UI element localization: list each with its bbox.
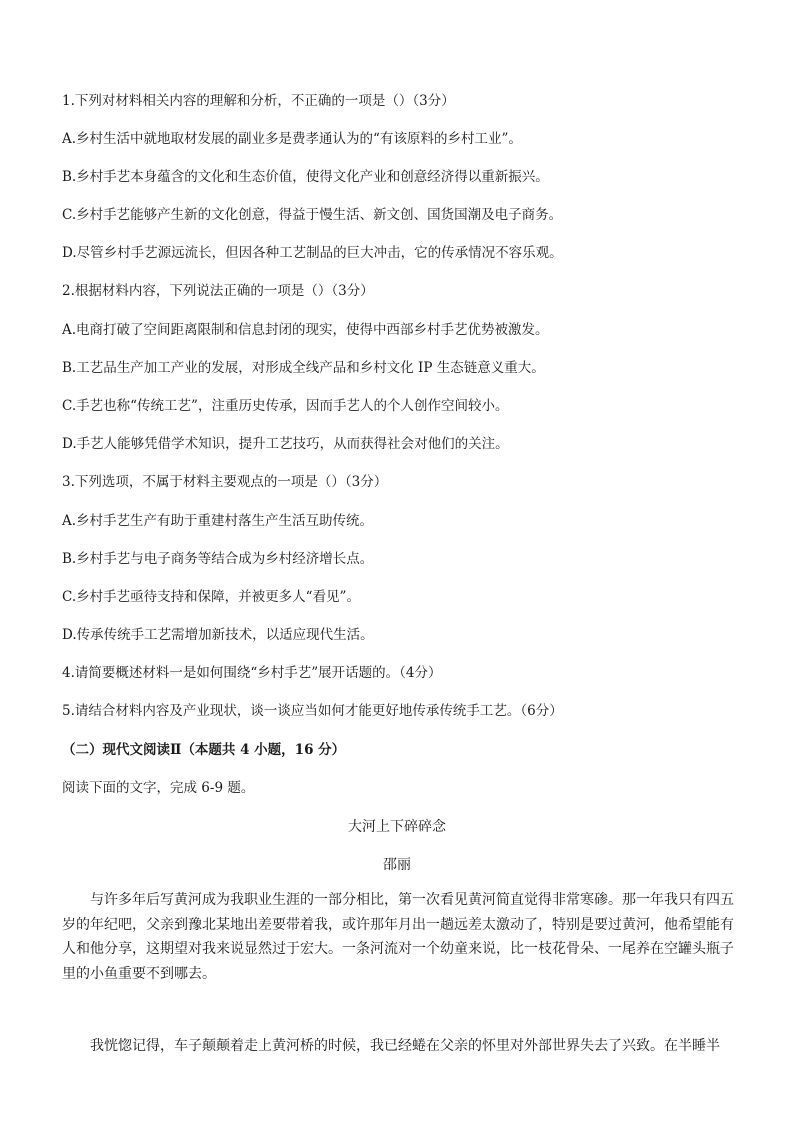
section-instruction: 阅读下面的文字，完成 6-9 题。: [62, 780, 255, 796]
question-3-stem: 3.下列选项，不属于材料主要观点的一项是（）（3分）: [62, 474, 388, 490]
question-5: 5.请结合材料内容及产业现状，谈一谈应当如何才能更好地传承传统手工艺。（6分）: [62, 703, 563, 719]
article-author: 邵丽: [383, 857, 411, 873]
question-3-option-c: C.乡村手艺亟待支持和保障，并被更多人“看见”。: [62, 589, 360, 605]
question-1-stem: 1.下列对材料相关内容的理解和分析，不正确的一项是（）（3分）: [62, 93, 455, 109]
question-1-option-b: B.乡村手艺本身蕴含的文化和生态价值，使得文化产业和创意经济得以重新振兴。: [62, 169, 549, 185]
question-1-option-d: D.尽管乡村手艺源远流长，但因各种工艺制品的巨大冲击，它的传承情况不容乐观。: [62, 245, 563, 261]
article-paragraph-1: 与许多年后写黄河成为我职业生涯的一部分相比，第一次看见黄河简直觉得非常寒碜。那一年我只有四五岁的年纪吧，父亲到豫北某地出差要带着我，或许那年月出一趟远差太激动了，特别是要过黄河，他希望能有人和他分享，这期望对我来说显然过于宏大。一条河流对一个幼童来说，比一枝花骨朵、一尾养在空罐头瓶子里的小鱼重要不到哪去。: [62, 892, 734, 982]
question-4: 4.请简要概述材料一是如何围绕“乡村手艺”展开话题的。（4分）: [62, 665, 442, 681]
question-2-stem: 2.根据材料内容，下列说法正确的一项是（）（3分）: [62, 283, 374, 299]
question-3-option-a: A.乡村手艺生产有助于重建村落生产生活互助传统。: [62, 513, 374, 529]
question-2-option-a: A.电商打破了空间距离限制和信息封闭的现实，使得中西部乡村手艺优势被激发。: [62, 322, 549, 338]
question-2-option-d: D.手艺人能够凭借学术知识，提升工艺技巧，从而获得社会对他们的关注。: [62, 436, 509, 452]
question-2-option-c: C.手艺也称“传统工艺”，注重历史传承，因而手艺人的个人创作空间较小。: [62, 398, 509, 414]
section-heading: （二）现代文阅读Ⅱ（本题共 4 小题，16 分）: [62, 742, 346, 758]
article-title: 大河上下碎碎念: [348, 819, 446, 835]
question-1-option-a: A.乡村生活中就地取材发展的副业多是费孝通认为的“有该原料的乡村工业”。: [62, 131, 522, 147]
article-paragraph-2: 我恍惚记得，车子颠颠着走上黄河桥的时候，我已经蜷在父亲的怀里对外部世界失去了兴致。在半睡半: [90, 1038, 720, 1054]
question-2-option-b: B.工艺品生产加工产业的发展，对形成全线产品和乡村文化 IP 生态链意义重大。: [62, 360, 545, 376]
question-3-option-d: D.传承传统手工艺需增加新技术，以适应现代生活。: [62, 627, 374, 643]
question-1-option-c: C.乡村手艺能够产生新的文化创意，得益于慢生活、新文创、国货国潮及电子商务。: [62, 207, 563, 223]
question-3-option-b: B.乡村手艺与电子商务等结合成为乡村经济增长点。: [62, 551, 374, 567]
